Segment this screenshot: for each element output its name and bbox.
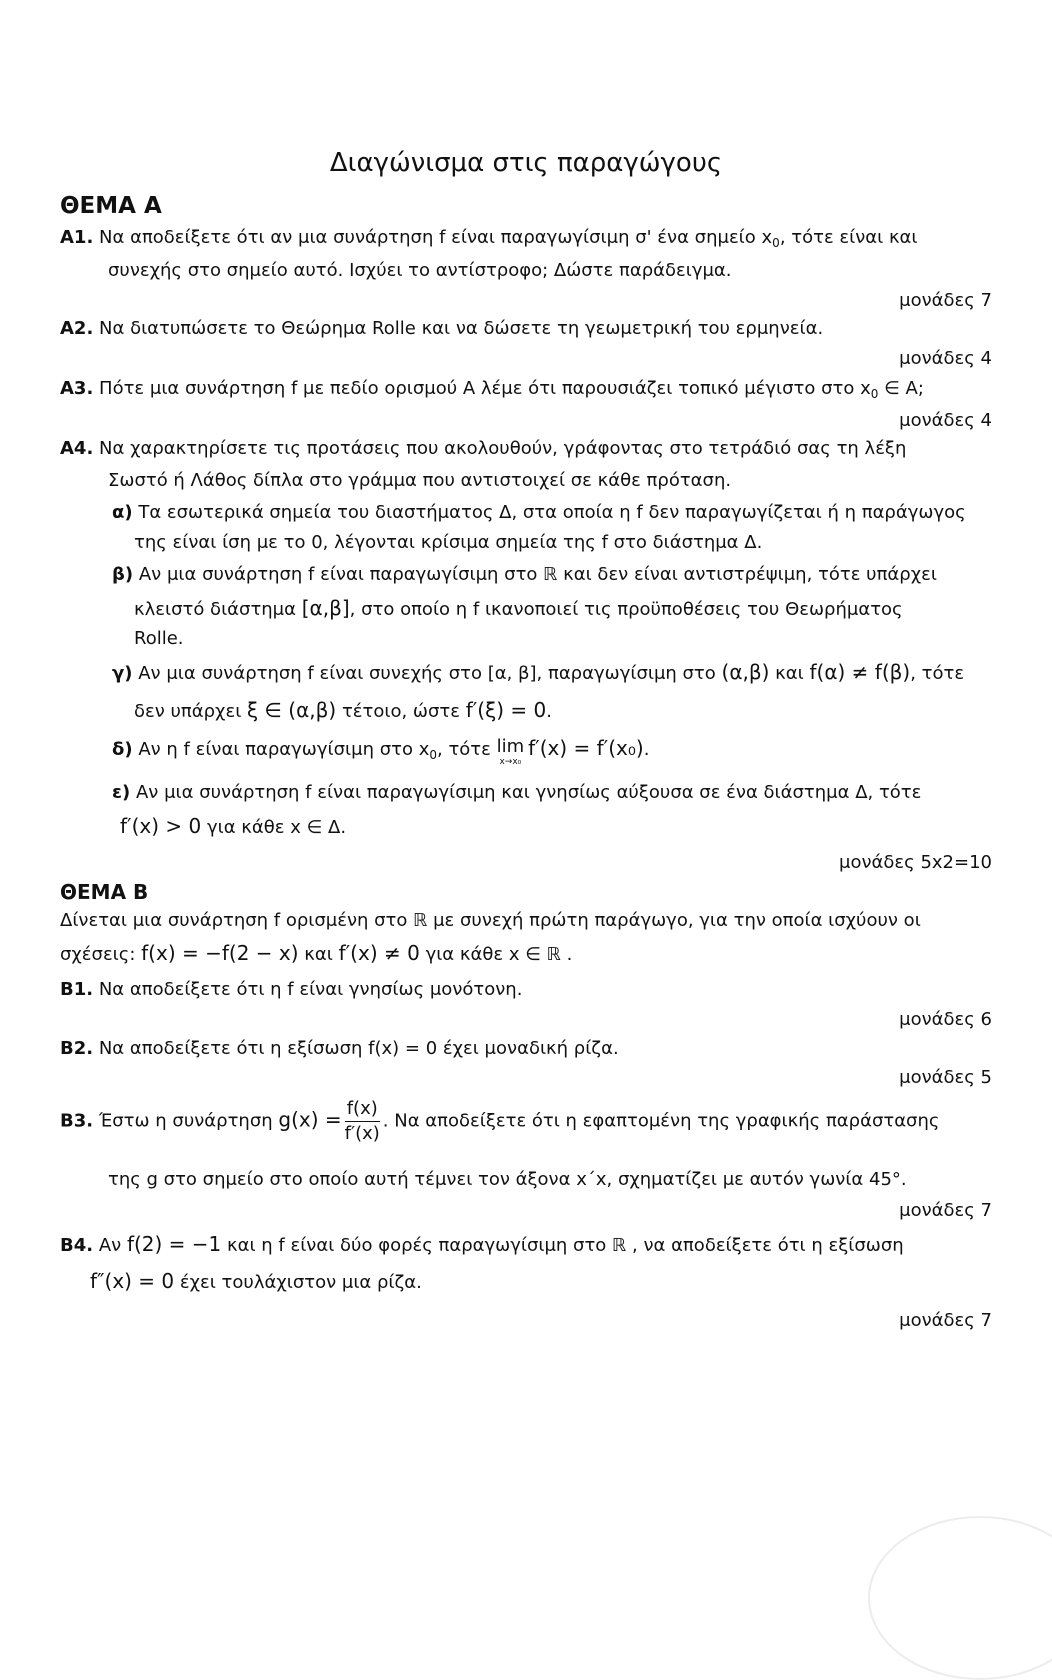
b2-points: μονάδες 5 <box>899 1067 992 1088</box>
a4b-label: β) <box>112 564 134 585</box>
a4c-line1: γ) Αν μια συνάρτηση f είναι συνεχής στο [α, β], παραγωγίσιμη στο (α,β) και f(α) ≠ f(β), τότε <box>112 660 965 684</box>
a2-label: Α2. <box>60 318 94 339</box>
a4c-line2: δεν υπάρχει ξ ∈ (α,β) τέτοιο, ώστε f′(ξ) = 0. <box>134 698 552 722</box>
a1-line2: συνεχής στο σημείο αυτό. Ισχύει το αντίστροφο; Δώστε παράδειγμα. <box>108 260 732 281</box>
b-relation2: f′(x) ≠ 0 <box>338 941 420 965</box>
a4c-label: γ) <box>112 663 133 684</box>
b3-line1: Β3. Έστω η συνάρτηση g(x) = $\frac{f(x)}{f'(x)}$ . Να αποδείξετε ότι η εφαπτομένη της γραφικής παράστασης <box>60 1098 940 1144</box>
a4b-line3: Rolle. <box>134 628 184 649</box>
b4-label: Β4. <box>60 1235 94 1256</box>
a4a-label: α) <box>112 502 133 523</box>
b1-label: Β1. <box>60 979 94 1000</box>
page-title: Διαγώνισμα στις παραγώγους <box>329 148 723 178</box>
a3-text: Πότε μια συνάρτηση f με πεδίο ορισμού Α λέμε ότι παρουσιάζει τοπικό μέγιστο στο <box>99 378 855 399</box>
a4c-equation: f′(ξ) = 0 <box>465 698 547 722</box>
b2-line: Β2. Να αποδείξετε ότι η εξίσωση f(x) = 0 έχει μοναδική ρίζα. <box>60 1038 619 1059</box>
a4b-line1 <box>112 566 937 584</box>
b3-line2: της g στο σημείο στο οποίο αυτή τέμνει τον άξονα x΄x, σχηματίζει με αυτόν γωνία 45°. <box>108 1169 907 1190</box>
b1-line: Β1. Να αποδείξετε ότι η f είναι γνησίως μονότονη. <box>60 979 523 1000</box>
a4e-line1: ε) Αν μια συνάρτηση f είναι παραγωγίσιμη και γνησίως αύξουσα σε ένα διάστημα Δ, τότε <box>112 782 922 803</box>
decorative-arc <box>868 1516 1052 1680</box>
b4-line2: f″(x) = 0 έχει τουλάχιστον μια ρίζα. <box>90 1269 422 1293</box>
a3-tail: ∈ A; <box>884 378 924 399</box>
a4d-equation: f′(x) = f′(x₀) <box>528 736 644 760</box>
a3-points: μονάδες 4 <box>899 410 992 431</box>
b3-label: Β3. <box>60 1110 94 1132</box>
b2-label: Β2. <box>60 1038 94 1059</box>
b-intro-line2: σχέσεις: f(x) = −f(2 − x) και f′(x) ≠ 0 για κάθε x ∈ ℝ . <box>60 941 573 965</box>
theme-a-heading: ΘΕΜΑ Α <box>60 193 162 219</box>
a4-points: μονάδες 5x2=10 <box>839 852 992 873</box>
a4-text1: Να χαρακτηρίσετε τις προτάσεις που ακολουθούν, γράφοντας στο τετράδιό σας τη λέξη <box>99 438 907 459</box>
a4a-text1: Τα εσωτερικά σημεία του διαστήματος Δ, στα οποία η f δεν παραγωγίζεται ή η παράγωγος <box>138 502 966 523</box>
a4e-line2: f′(x) > 0 για κάθε x ∈ Δ. <box>120 814 347 838</box>
b4-equation: f″(x) = 0 <box>90 1269 175 1293</box>
b3-points: μονάδες 7 <box>899 1200 992 1221</box>
a4d-line: δ) Αν η f είναι παραγωγίσιμη στο $x_0$, τότε lim x→x₀ f′(x) = f′(x₀). <box>112 736 650 767</box>
a4e-label: ε) <box>112 782 131 803</box>
a4-line1 <box>60 440 906 458</box>
a3-x0: $x_0$ <box>860 378 879 401</box>
a4b-text1: Αν μια συνάρτηση f είναι παραγωγίσιμη στο ℝ και δεν είναι αντιστρέψιμη, τότε υπάρχει <box>138 564 937 585</box>
a1-text1b: , τότε είναι και <box>779 227 918 248</box>
b4-line1: Β4. Αν f(2) = −1 και η f είναι δύο φορές παραγωγίσιμη στο ℝ , να αποδείξετε ότι η εξίσωση <box>60 1232 904 1256</box>
b3-angle: 45° <box>869 1169 901 1190</box>
a1-x0: $x_0$ <box>761 227 780 250</box>
a1-text1: Να αποδείξετε ότι αν μια συνάρτηση f είναι παραγωγίσιμη σ' ένα σημείο <box>99 227 756 248</box>
a4b-line2: κλειστό διάστημα [α,β], στο οποίο η f ικανοποιεί τις προϋποθέσεις του Θεωρήματος <box>134 596 903 620</box>
a2-line <box>60 320 823 338</box>
a1-points: μονάδες 7 <box>899 290 992 311</box>
b4-points: μονάδες 7 <box>899 1310 992 1331</box>
a4c-condition: f(α) ≠ f(β) <box>809 660 911 684</box>
a4a-line1 <box>112 504 966 522</box>
a4d-label: δ) <box>112 739 133 760</box>
b1-points: μονάδες 6 <box>899 1009 992 1030</box>
a4a-line2: της είναι ίση με το 0, λέγονται κρίσιμα σημεία της f στο διάστημα Δ. <box>134 532 763 553</box>
b-intro-line1: Δίνεται μια συνάρτηση f ορισμένη στο ℝ με συνεχή πρώτη παράγωγο, για την οποία ισχύουν οι <box>60 910 921 931</box>
a1-line1 <box>60 229 918 249</box>
b4-condition: f(2) = −1 <box>126 1232 222 1256</box>
a3-line <box>60 380 924 400</box>
a4-line2: Σωστό ή Λάθος δίπλα στο γράμμα που αντιστοιχεί σε κάθε πρόταση. <box>108 470 732 491</box>
theme-b-heading: ΘΕΜΑ Β <box>60 880 149 904</box>
a3-label: Α3. <box>60 378 94 399</box>
a4d-limit: lim x→x₀ <box>496 736 525 767</box>
b3-fraction: $\frac{f(x)}{f'(x)}$ <box>344 1098 380 1144</box>
a4e-inequality: f′(x) > 0 <box>120 814 202 838</box>
a4b-interval: [α,β] <box>301 596 350 620</box>
a2-text: Να διατυπώσετε το Θεώρημα Rolle και να δώσετε τη γεωμετρική του ερμηνεία. <box>99 318 824 339</box>
b-relation1: f(x) = −f(2 − x) <box>141 941 299 965</box>
a4-label: Α4. <box>60 438 94 459</box>
a2-points: μονάδες 4 <box>899 348 992 369</box>
a1-label: Α1. <box>60 227 94 248</box>
